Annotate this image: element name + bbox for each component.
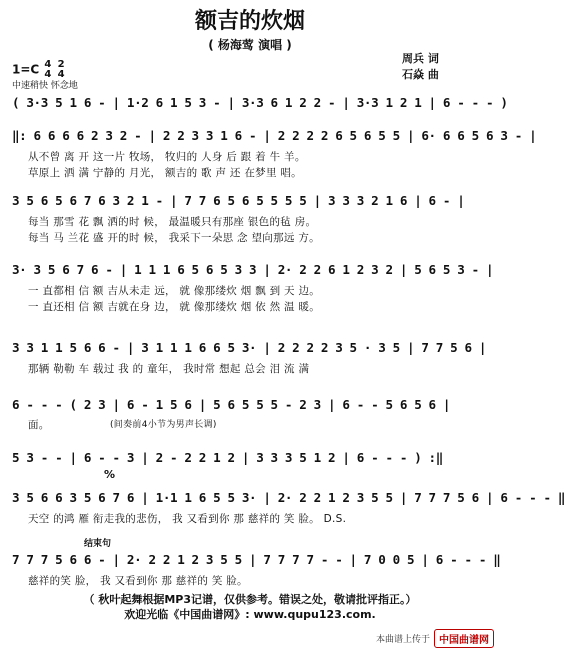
lyrics-line-end: 慈祥的笑 脸， 我 又看到你 那 慈祥的 笑 脸。	[28, 575, 248, 587]
notation-line-1: ‖: 6 6 6 6 2 3 2 - | 2 2 3 3 1 6 - | 2 2 2 2 6 5 6 5 5 | 6· 6 6 5 6 3 - |	[12, 128, 537, 143]
end-section-label: 结束句	[84, 539, 112, 549]
notation-line-5: 6 - - - ( 2 3 | 6 - 1 5 6 | 5 6 5 5 5 - 2 3 | 6 - - 5 6 5 6 |	[12, 397, 451, 412]
notation-line-3: 3· 3 5 6 7 6 - | 1 1 1 6 5 6 5 3 3 | 2· 2 2 6 1 2 3 2 | 5 6 5 3 - |	[12, 262, 494, 277]
interlude-note: (间奏前4小节为男声长调)	[110, 420, 217, 430]
notation-line-6: 5 3 - - | 6 - - 3 | 2 - 2 2 1 2 | 3 3 3 5 1 2 | 6 - - - ) :‖	[12, 450, 443, 465]
upload-label: 本曲谱上传于	[375, 635, 430, 645]
lyrics-verse2-line-3: 一 直还相 信 额 吉就在身 边， 就 像那缕炊 烟 依 然 温 暖。	[28, 301, 321, 313]
singer-line: ( 杨海莺 演唱 )	[208, 38, 292, 52]
key-label: 1=C	[12, 62, 40, 77]
upload-badge	[376, 629, 494, 648]
notation-line-end: 7 7 7 5 6 6 - | 2· 2 2 1 2 3 5 5 | 7 7 7 7 - - | 7 0 0 5 | 6 - - - ‖	[12, 552, 501, 567]
key-signature	[12, 60, 66, 80]
song-title: 额吉的炊烟	[194, 8, 305, 34]
composer-credit: 石焱 曲	[402, 68, 439, 81]
meter-two: 2 4	[57, 59, 65, 80]
notation-line-4: 3 3 1 1 5 6 6 - | 3 1 1 1 6 6 5 3· | 2 2 2 2 3 5 · 3 5 | 7 7 5 6 |	[12, 340, 487, 355]
transcription-note: （ 秋叶起舞根据MP3记谱，仅供参考。错误之处，敬请批评指正。）	[83, 593, 417, 606]
site-logo: 中国曲谱网	[434, 629, 494, 648]
lyricist-credit: 周兵 词	[402, 52, 439, 65]
lyrics-line-4: 那辆 勒勒 车 载过 我 的 童年， 我时常 想起 总会 泪 流 满	[28, 363, 310, 375]
site-footer: 欢迎光临《中国曲谱网》: www.qupu123.com.	[124, 608, 376, 621]
lyrics-line-5: 面。	[28, 419, 50, 431]
lyrics-verse1-line-3: 一 直都相 信 额 吉从未走 远， 就 像那缕炊 烟 飘 到 天 边。	[28, 285, 321, 297]
lyrics-verse1-line-1: 从不曾 离 开 这一片 牧场， 牧归的 人身 后 跟 着 牛 羊。	[28, 151, 306, 163]
lyrics-verse2-line-2: 每当 马 兰花 盛 开的时 候， 我采下一朵思 念 望向那远 方。	[28, 232, 320, 244]
notation-line-7: 3 5 6 6 3 5 6 7 6 | 1·1 1 6 5 5 3· | 2· 2 2 1 2 3 5 5 | 7 7 7 5 6 | 6 - - - ‖	[12, 490, 565, 505]
meter-one: 4 4	[44, 59, 52, 80]
lyrics-verse1-line-2: 每当 那雪 花 飘 洒的时 候， 最温暖只有那座 银色的毡 房。	[28, 216, 317, 228]
segno-sign: %	[104, 468, 116, 481]
lyrics-verse2-line-1: 草原上 洒 满 宁静的 月光， 额吉的 歌 声 还 在梦里 唱。	[28, 167, 302, 179]
lyrics-line-7: 天空 的鸿 雁 衔走我的悲伤， 我 又看到你 那 慈祥的 笑 脸。 D.S.	[28, 513, 347, 525]
notation-line-intro: ( 3·3 5 1 6 - | 1·2 6 1 5 3 - | 3·3 6 1 2 2 - | 3·3 1 2 1 | 6 - - - )	[12, 95, 508, 110]
notation-line-2: 3 5 6 5 6 7 6 3 2 1 - | 7 7 6 5 6 5 5 5 5 | 3 3 3 2 1 6 | 6 - |	[12, 193, 465, 208]
tempo-marking: 中速稍快 怀念地	[12, 81, 78, 91]
